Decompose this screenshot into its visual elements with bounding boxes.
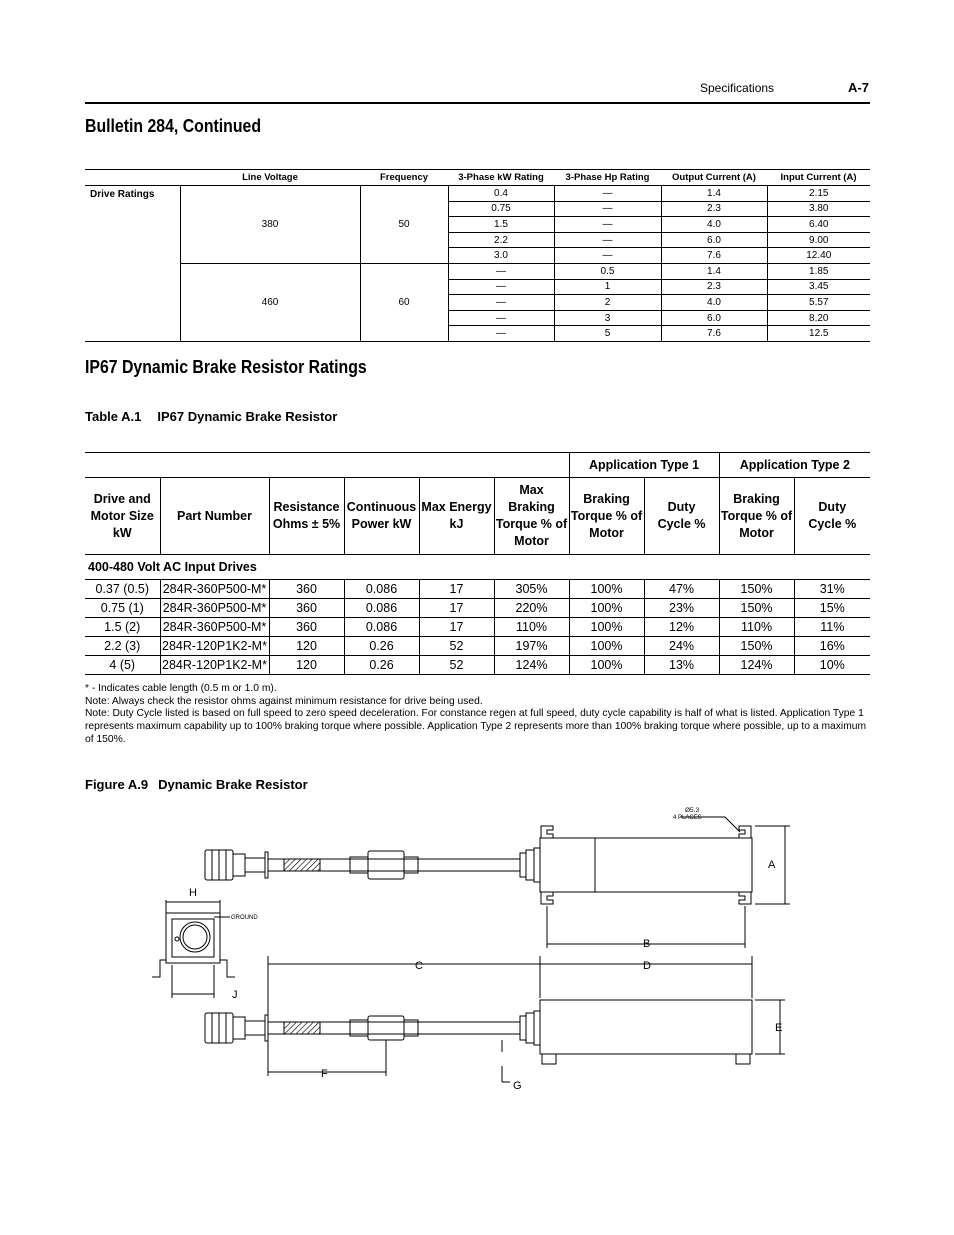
- table-cell: 16%: [794, 637, 870, 656]
- side-view: [205, 1000, 752, 1064]
- brake-column-header: [85, 478, 160, 555]
- brake-column-header: [419, 478, 494, 555]
- header-line: kW: [112, 525, 132, 540]
- drive-ratings-cell: —: [554, 217, 661, 233]
- drive-ratings-cell: —: [448, 295, 554, 311]
- figure-caption-number: Figure A.9: [85, 777, 149, 792]
- header-line: Motor: [739, 525, 774, 540]
- line-voltage-cell: 460: [180, 263, 360, 341]
- table-notes: [85, 683, 870, 747]
- cable-shield-top: [284, 859, 320, 871]
- running-header-section: Specifications: [700, 81, 775, 95]
- dim-label-d: D: [643, 960, 651, 972]
- table-cell: 23%: [644, 599, 719, 618]
- table-cell: 197%: [494, 637, 569, 656]
- drive-ratings-cell: —: [554, 248, 661, 264]
- drive-ratings-label: Drive Ratings: [85, 186, 180, 342]
- table-cell: 124%: [494, 656, 569, 675]
- table-cell: 1.5 (2): [85, 618, 160, 637]
- table-cell: 100%: [569, 618, 644, 637]
- header-line: Resistance: [273, 500, 340, 514]
- drive-ratings-cell: 12.5: [767, 326, 870, 342]
- drive-ratings-cell: 1.4: [661, 263, 767, 279]
- table-cell: 150%: [719, 580, 794, 599]
- end-view: [152, 900, 235, 998]
- table-cell: 52: [419, 637, 494, 656]
- table-cell: 120: [269, 637, 344, 656]
- drive-ratings-cell: 2.3: [661, 201, 767, 217]
- drive-ratings-cell: —: [448, 326, 554, 342]
- table-cell: 120: [269, 656, 344, 675]
- table-cell: 17: [419, 618, 494, 637]
- page-number: A-7: [848, 80, 869, 95]
- drive-ratings-cell: 6.0: [661, 310, 767, 326]
- table-cell: 110%: [719, 618, 794, 637]
- dimension-g: [502, 1040, 510, 1082]
- drive-ratings-column-header: Frequency: [360, 170, 448, 186]
- drive-ratings-cell: 6.40: [767, 217, 870, 233]
- drive-ratings-cell: 3: [554, 310, 661, 326]
- table-cell: 124%: [719, 656, 794, 675]
- drive-ratings-cell: 2: [554, 295, 661, 311]
- header-line: Continuous: [346, 500, 417, 514]
- drive-ratings-cell: 0.5: [554, 263, 661, 279]
- table-cell: 284R-120P1K2-M*: [160, 656, 269, 675]
- group-row: [85, 555, 870, 580]
- table-cell: 0.086: [344, 599, 419, 618]
- header-line: Part Number: [176, 508, 253, 523]
- table-row: [85, 580, 870, 599]
- brake-column-header: [719, 478, 794, 555]
- table-cell: 0.75 (1): [85, 599, 160, 618]
- brake-column-header-row: [85, 478, 870, 555]
- header-line: Drive and: [93, 491, 151, 506]
- cable-shield-side: [284, 1022, 320, 1034]
- table-cell: 10%: [794, 656, 870, 675]
- table-cell: 100%: [569, 637, 644, 656]
- bulletin-title: Bulletin 284, Continued: [85, 116, 262, 136]
- table-cell: 17: [419, 599, 494, 618]
- table-cell: 0.37 (0.5): [85, 580, 160, 599]
- drive-ratings-cell: 1.85: [767, 263, 870, 279]
- brake-resistor-table: [85, 452, 870, 675]
- drive-ratings-cell: 1.5: [448, 217, 554, 233]
- drive-ratings-cell: 7.6: [661, 326, 767, 342]
- table-cell: 15%: [794, 599, 870, 618]
- header-line: Duty: [667, 500, 696, 514]
- table-cell: 284R-360P500-M*: [160, 599, 269, 618]
- header-line: kJ: [449, 517, 464, 531]
- drive-ratings-cell: 0.4: [448, 186, 554, 202]
- figure-caption: [85, 777, 308, 792]
- table-cell: 360: [269, 580, 344, 599]
- line-voltage-cell: 380: [180, 186, 360, 264]
- table-cell: 52: [419, 656, 494, 675]
- hole-note-count: 4 PLACES: [673, 815, 702, 821]
- table-cell: 13%: [644, 656, 719, 675]
- dim-label-g: G: [513, 1080, 522, 1092]
- dim-label-e: E: [775, 1022, 783, 1034]
- table-cell: 150%: [719, 637, 794, 656]
- table-cell: 0.086: [344, 580, 419, 599]
- table-cell: 2.2 (3): [85, 637, 160, 656]
- header-line: Torque % of: [570, 508, 643, 523]
- dim-label-f: F: [321, 1068, 328, 1080]
- table-cell: 12%: [644, 618, 719, 637]
- table-caption-number: Table A.1: [85, 409, 142, 424]
- drive-ratings-cell: 1.4: [661, 186, 767, 202]
- table-cell: 284R-360P500-M*: [160, 580, 269, 599]
- table-cell: 31%: [794, 580, 870, 599]
- table-caption: [85, 409, 337, 424]
- drive-ratings-cell: 2.2: [448, 232, 554, 248]
- drive-ratings-cell: 0.75: [448, 201, 554, 217]
- drive-ratings-cell: 4.0: [661, 295, 767, 311]
- header-rule: [85, 102, 870, 104]
- header-line: Max Energy: [421, 500, 492, 514]
- blank-header-cell: [85, 170, 180, 186]
- table-cell: 305%: [494, 580, 569, 599]
- application-type-row: [85, 453, 870, 478]
- application-type-1-header: Application Type 1: [569, 453, 719, 478]
- drive-ratings-cell: 4.0: [661, 217, 767, 233]
- drive-ratings-cell: 12.40: [767, 248, 870, 264]
- resistor-body-side: [540, 1000, 752, 1054]
- table-cell: 100%: [569, 656, 644, 675]
- ground-label: GROUND: [231, 915, 258, 921]
- dim-label-j: J: [232, 989, 238, 1001]
- top-view: [205, 817, 752, 904]
- dimension-c: [268, 956, 540, 1076]
- group-label: 400-480 Volt AC Input Drives: [85, 555, 870, 580]
- header-line: Cycle %: [657, 517, 706, 531]
- brake-column-header: [160, 478, 269, 555]
- header-line: Max: [519, 483, 544, 497]
- table-cell: 100%: [569, 599, 644, 618]
- table-cell: 220%: [494, 599, 569, 618]
- resistor-body-top: [540, 838, 752, 892]
- drive-ratings-cell: 2.15: [767, 186, 870, 202]
- drive-ratings-cell: 3.0: [448, 248, 554, 264]
- frequency-cell: 60: [360, 263, 448, 341]
- header-line: Braking: [733, 491, 780, 506]
- drive-ratings-cell: 2.3: [661, 279, 767, 295]
- cable-ferrule-top: [368, 851, 404, 879]
- dynamic-brake-resistor-drawing: [0, 795, 954, 1105]
- drive-ratings-cell: —: [448, 279, 554, 295]
- header-line: Ohms ± 5%: [272, 517, 341, 531]
- brake-column-header: [569, 478, 644, 555]
- header-line: Cycle %: [808, 517, 857, 531]
- drive-ratings-cell: 3.80: [767, 201, 870, 217]
- drive-ratings-row: [85, 186, 870, 202]
- table-cell: 0.26: [344, 656, 419, 675]
- drive-ratings-cell: —: [554, 186, 661, 202]
- dim-label-h: H: [189, 887, 197, 899]
- brake-column-header: [269, 478, 344, 555]
- table-row: [85, 637, 870, 656]
- cable-ferrule-side: [368, 1016, 404, 1040]
- brake-column-header: [344, 478, 419, 555]
- brake-column-header: [494, 478, 569, 555]
- table-cell: 4 (5): [85, 656, 160, 675]
- drive-ratings-cell: —: [448, 263, 554, 279]
- header-line: Braking: [583, 491, 630, 506]
- header-line: Duty: [818, 500, 847, 514]
- brake-column-header: [794, 478, 870, 555]
- note-resistor-ohms: Note: Always check the resistor ohms against minimum resistance for drive being used.: [85, 695, 483, 707]
- drive-ratings-header-row: [85, 170, 870, 186]
- table-cell: 360: [269, 618, 344, 637]
- drive-ratings-cell: 3.45: [767, 279, 870, 295]
- blank-header-cell: [85, 453, 569, 478]
- drive-ratings-row: [85, 263, 870, 279]
- note-duty-cycle: Note: Duty Cycle listed is based on full speed to zero speed deceleration. For constance regen at full speed, duty cycle capability is half of what is listed. Application Type 1 represents maximum capability up to 100% braking torque where possible. Application Type 2 represents more than 100% braking torque where possible, up to a maximum of 150%.: [85, 708, 867, 745]
- drive-ratings-cell: 6.0: [661, 232, 767, 248]
- hole-note-diameter: Ø5.3: [685, 807, 700, 814]
- drive-ratings-cell: —: [448, 310, 554, 326]
- table-row: [85, 599, 870, 618]
- table-cell: 150%: [719, 599, 794, 618]
- table-cell: 284R-120P1K2-M*: [160, 637, 269, 656]
- table-cell: 284R-360P500-M*: [160, 618, 269, 637]
- drive-ratings-cell: 7.6: [661, 248, 767, 264]
- header-line: Motor Size: [90, 508, 154, 523]
- drive-ratings-cell: —: [554, 232, 661, 248]
- table-cell: 11%: [794, 618, 870, 637]
- table-cell: 17: [419, 580, 494, 599]
- header-line: Motor: [514, 534, 549, 548]
- header-line: Power kW: [351, 517, 412, 531]
- drive-ratings-column-header: Output Current (A): [661, 170, 767, 186]
- dim-label-b: B: [643, 938, 651, 950]
- drive-ratings-cell: 9.00: [767, 232, 870, 248]
- brake-column-header: [644, 478, 719, 555]
- drive-ratings-table: [85, 169, 870, 342]
- drive-ratings-column-header: Line Voltage: [180, 170, 360, 186]
- application-type-2-header: Application Type 2: [719, 453, 870, 478]
- table-caption-title: IP67 Dynamic Brake Resistor: [157, 409, 338, 424]
- drive-ratings-cell: 8.20: [767, 310, 870, 326]
- frequency-cell: 50: [360, 186, 448, 264]
- dim-label-c: C: [415, 960, 423, 972]
- table-cell: 0.086: [344, 618, 419, 637]
- drive-ratings-cell: —: [554, 201, 661, 217]
- table-cell: 100%: [569, 580, 644, 599]
- table-row: [85, 656, 870, 675]
- section-title: IP67 Dynamic Brake Resistor Ratings: [85, 357, 367, 377]
- header-line: Braking: [508, 500, 555, 514]
- header-line: Motor: [589, 525, 624, 540]
- drive-ratings-column-header: 3-Phase Hp Rating: [554, 170, 661, 186]
- table-cell: 47%: [644, 580, 719, 599]
- table-cell: 0.26: [344, 637, 419, 656]
- drive-ratings-column-header: Input Current (A): [767, 170, 870, 186]
- header-line: Torque % of: [495, 517, 568, 531]
- figure-caption-title: Dynamic Brake Resistor: [158, 777, 308, 792]
- dim-label-a: A: [768, 859, 776, 871]
- table-cell: 360: [269, 599, 344, 618]
- drive-ratings-cell: 5.57: [767, 295, 870, 311]
- drive-ratings-cell: 1: [554, 279, 661, 295]
- drive-ratings-cell: 5: [554, 326, 661, 342]
- drive-ratings-column-header: 3-Phase kW Rating: [448, 170, 554, 186]
- table-cell: 110%: [494, 618, 569, 637]
- table-row: [85, 618, 870, 637]
- header-line: Torque % of: [720, 508, 793, 523]
- table-cell: 24%: [644, 637, 719, 656]
- note-cable-length: * - Indicates cable length (0.5 m or 1.0 m).: [85, 683, 277, 694]
